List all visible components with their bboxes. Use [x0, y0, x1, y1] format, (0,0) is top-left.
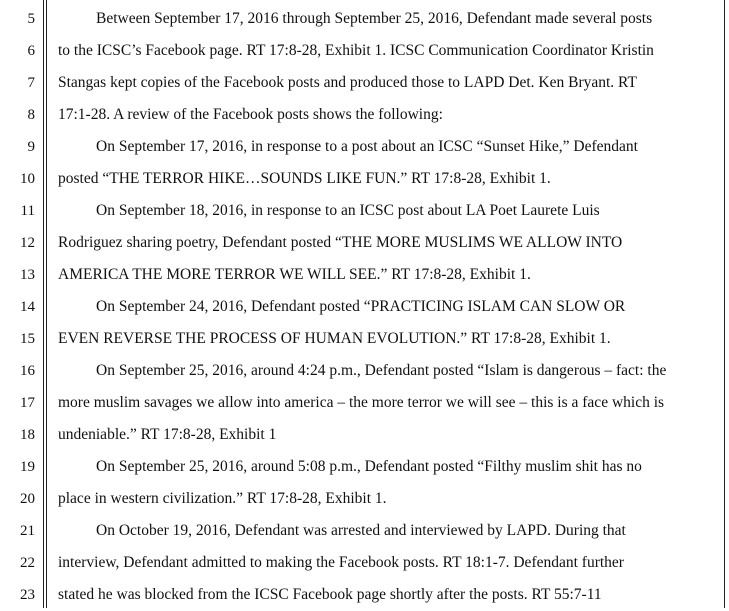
line-19 [0, 451, 729, 483]
line-number: 14 [20, 299, 35, 315]
line-number: 6 [27, 43, 35, 59]
line-number: 23 [20, 587, 35, 603]
line-22 [0, 547, 729, 579]
line-17 [0, 387, 729, 419]
line-text: EVEN REVERSE THE PROCESS OF HUMAN EVOLUTION.” RT 17:8-28, Exhibit 1. [58, 330, 611, 347]
line-text: Rodriguez sharing poetry, Defendant posted “THE MORE MUSLIMS WE ALLOW INTO [58, 234, 623, 251]
line-text: to the ICSC’s Facebook page. RT 17:8-28, Exhibit 1. ICSC Communication Coordinator Kristin [58, 42, 654, 59]
line-number: 9 [27, 139, 35, 155]
line-number: 7 [27, 75, 35, 91]
line-text: more muslim savages we allow into america – the more terror we will see – this is a face which is [58, 394, 665, 411]
line-number: 11 [20, 203, 35, 219]
line-number: 21 [20, 523, 35, 539]
line-number: 5 [27, 11, 35, 27]
line-13 [0, 259, 729, 291]
line-9 [0, 131, 729, 163]
line-number: 19 [20, 459, 35, 475]
line-text: On September 18, 2016, in response to an ICSC post about LA Poet Laurete Luis [96, 202, 600, 219]
line-text: AMERICA THE MORE TERROR WE WILL SEE.” RT 17:8-28, Exhibit 1. [58, 266, 531, 283]
line-text: stated he was blocked from the ICSC Facebook page shortly after the posts. RT 55:7-11 [58, 586, 602, 603]
line-11 [0, 195, 729, 227]
line-21 [0, 515, 729, 547]
line-text: Between September 17, 2016 through September 25, 2016, Defendant made several posts [96, 10, 653, 27]
line-number: 16 [20, 363, 35, 379]
line-23 [0, 579, 729, 611]
line-text: 17:1-28. A review of the Facebook posts shows the following: [58, 106, 443, 123]
line-10 [0, 163, 729, 195]
line-8 [0, 99, 729, 131]
line-number: 8 [27, 107, 35, 123]
line-number: 20 [20, 491, 35, 507]
line-number: 22 [20, 555, 35, 571]
line-text: interview, Defendant admitted to making the Facebook posts. RT 18:1-7. Defendant further [58, 554, 624, 571]
line-text: On September 25, 2016, around 5:08 p.m., Defendant posted “Filthy muslim shit has no [96, 458, 642, 475]
line-number: 13 [20, 267, 35, 283]
line-number: 10 [20, 171, 35, 187]
line-text: posted “THE TERROR HIKE…SOUNDS LIKE FUN.” RT 17:8-28, Exhibit 1. [58, 170, 551, 187]
line-number: 17 [20, 395, 35, 411]
line-14 [0, 291, 729, 323]
line-text: undeniable.” RT 17:8-28, Exhibit 1 [58, 426, 277, 443]
line-text: place in western civilization.” RT 17:8-28, Exhibit 1. [58, 490, 387, 507]
line-18 [0, 419, 729, 451]
line-text: On September 25, 2016, around 4:24 p.m., Defendant posted “Islam is dangerous – fact: the [96, 362, 667, 379]
line-text: Stangas kept copies of the Facebook posts and produced those to LAPD Det. Ken Bryant. RT [58, 74, 637, 91]
line-6 [0, 35, 729, 67]
line-text: On October 19, 2016, Defendant was arrested and interviewed by LAPD. During that [96, 522, 626, 539]
line-text: On September 17, 2016, in response to a post about an ICSC “Sunset Hike,” Defendant [96, 138, 638, 155]
line-5 [0, 3, 729, 35]
line-7 [0, 67, 729, 99]
line-number: 15 [20, 331, 35, 347]
line-number: 12 [20, 235, 35, 251]
line-20 [0, 483, 729, 515]
line-text: On September 24, 2016, Defendant posted “PRACTICING ISLAM CAN SLOW OR [96, 298, 626, 315]
line-12 [0, 227, 729, 259]
line-16 [0, 355, 729, 387]
line-number: 18 [20, 427, 35, 443]
line-15 [0, 323, 729, 355]
